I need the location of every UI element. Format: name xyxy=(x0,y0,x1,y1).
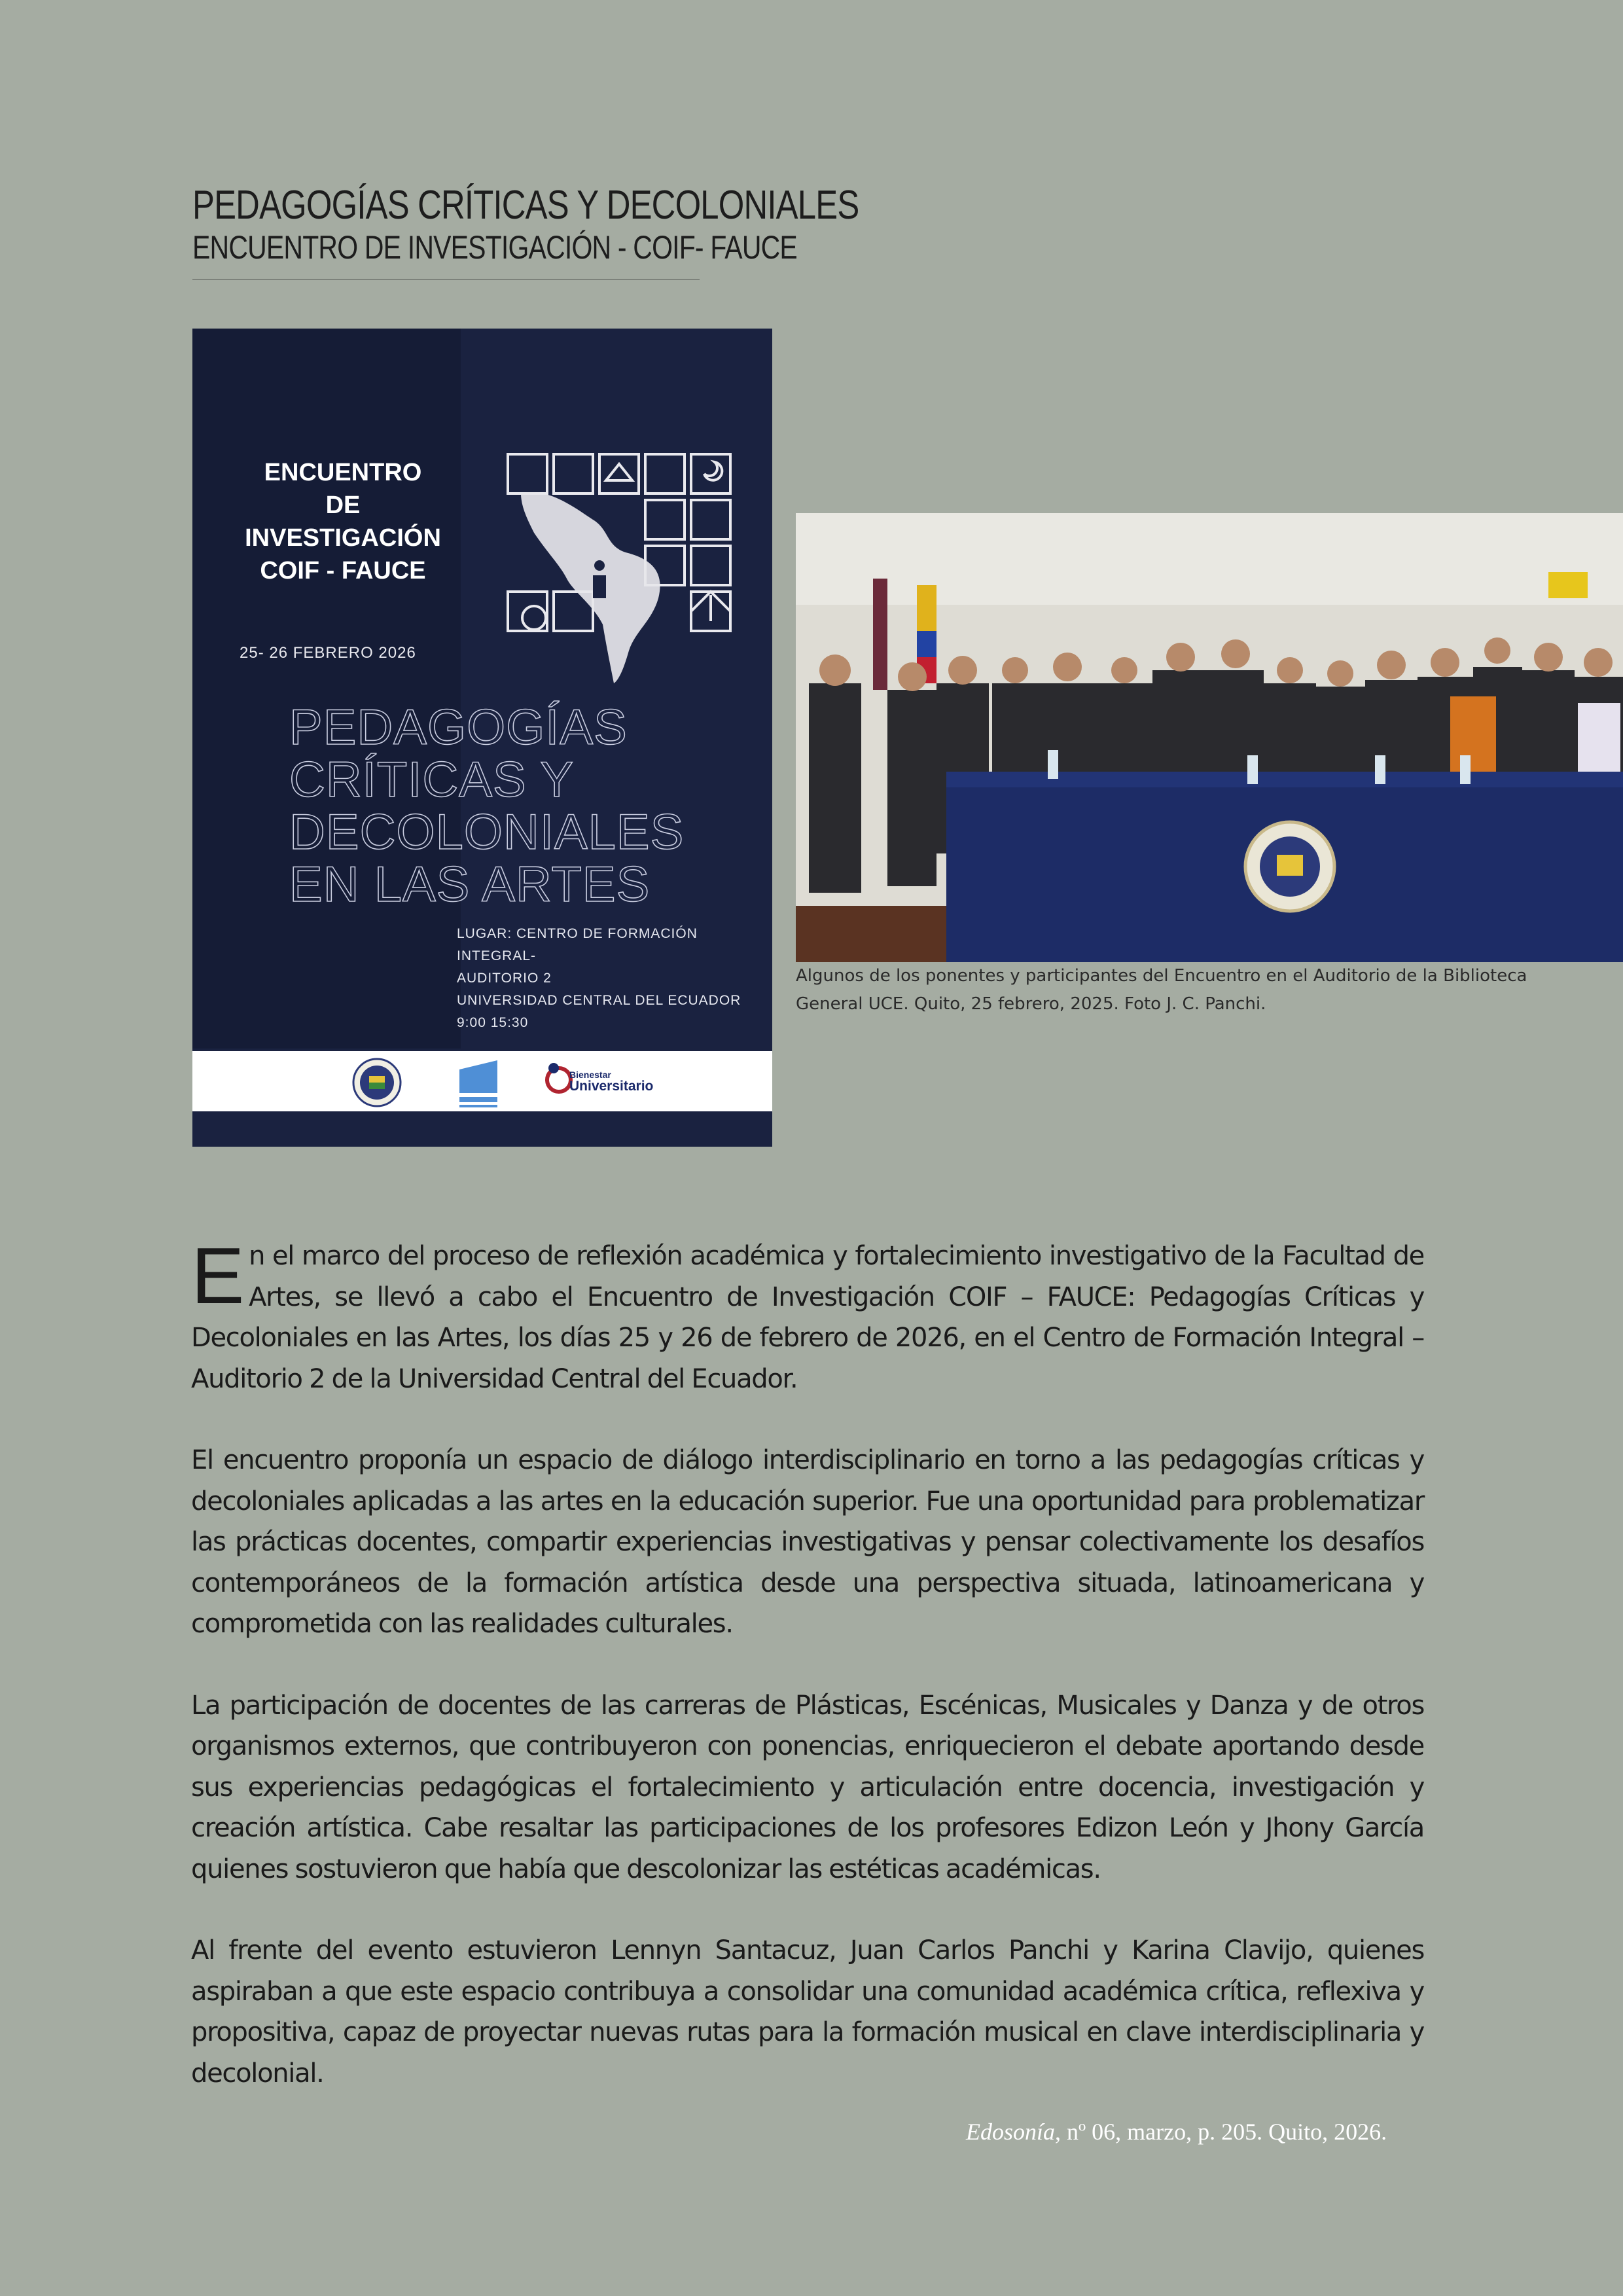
page-subtitle: ENCUENTRO DE INVESTIGACIÓN - COIF- FAUCE xyxy=(192,229,797,266)
paragraph-3: La participación de docentes de las carreras de Plásticas, Escénicas, Musicales y Danza y de otros organismos externos, que contribuyeron con ponencias, enriquecieron el debate aportando desde sus experiencias pedagógicas el fortalecimiento y articulación entre docencia, investigación y creación artística. Cabe resaltar las participaciones de los profesores Edizon León y Jhony García quienes sostuvieron que había que descolonizar las estéticas académicas. xyxy=(191,1690,1424,1884)
event-poster xyxy=(192,329,772,1147)
photo-caption: Algunos de los ponentes y participantes del Encuentro en el Auditorio de la Biblioteca General UCE. Quito, 25 febrero, 2025. Foto J. C. Panchi. xyxy=(796,966,1527,1014)
group-photo-image xyxy=(796,513,1623,962)
header-divider xyxy=(192,279,700,280)
paragraph-2: El encuentro proponía un espacio de diálogo interdisciplinario en torno a las pedagogías críticas y decoloniales aplicadas a las artes en la educación superior. Fue una oportunidad para problematizar las prácticas docentes, compartir experiencias investigativas y pensar colectivamente los desafíos contemporáneos de la formación artística desde una perspectiva situada, latinoamericana y comprometida con las realidades culturales. xyxy=(191,1445,1424,1639)
article-body xyxy=(191,1231,1424,2134)
paragraph-1-text: n el marco del proceso de reflexión académica y fortalecimiento investigativo de la Facultad de Artes, se llevó a cabo el Encuentro de Investigación COIF – FAUCE: Pedagogías Críticas y Decoloniales en las Artes, los días 25 y 26 de febrero de 2026, en el Centro de Formación Integral – Auditorio 2 de la Universidad Central del Ecuador. xyxy=(191,1241,1424,1394)
group-photo xyxy=(796,513,1623,962)
paragraph-4: Al frente del evento estuvieron Lennyn Santacuz, Juan Carlos Panchi y Karina Clavijo, quienes aspiraban a que este espacio contribuya a consolidar una comunidad académica crítica, reflexiva y propositiva, capaz de proyectar nuevas rutas para la formación musical en clave interdisciplinaria y decolonial. xyxy=(191,1935,1424,2089)
logo-text-universitario: Universitario xyxy=(569,1079,654,1094)
citation-footer xyxy=(966,2118,1398,2145)
journal-name: Edosonía xyxy=(966,2119,1056,2145)
page-title: PEDAGOGÍAS CRÍTICAS Y DECOLONIALES xyxy=(192,183,859,228)
poster-venue: LUGAR: CENTRO DE FORMACIÓN INTEGRAL- AUDITORIO 2 UNIVERSIDAD CENTRAL DEL ECUADOR 9:00 15:30 xyxy=(457,926,741,1030)
poster-headline: PEDAGOGÍAS CRÍTICAS Y DECOLONIALES EN LAS ARTES xyxy=(289,700,685,912)
citation-details: , nº 06, marzo, p. 205. Quito, 2026. xyxy=(1055,2119,1387,2145)
faculty-logo xyxy=(455,1056,501,1110)
drop-cap: E xyxy=(191,1231,244,1320)
poster-logo-bar xyxy=(192,1051,772,1111)
logo-text-bienestar: Bienestar xyxy=(569,1069,611,1080)
latin-america-map-illustration xyxy=(495,448,763,690)
paragraph-1 xyxy=(191,1231,1424,1399)
poster-shade-panel xyxy=(192,329,461,1049)
university-seal-logo xyxy=(351,1056,403,1109)
bienestar-universitario-logo xyxy=(544,1056,654,1105)
poster-title: ENCUENTRO DE INVESTIGACIÓN COIF - FAUCE xyxy=(245,459,441,584)
page-header xyxy=(192,183,859,280)
poster-date: 25- 26 FEBRERO 2026 xyxy=(240,644,416,662)
